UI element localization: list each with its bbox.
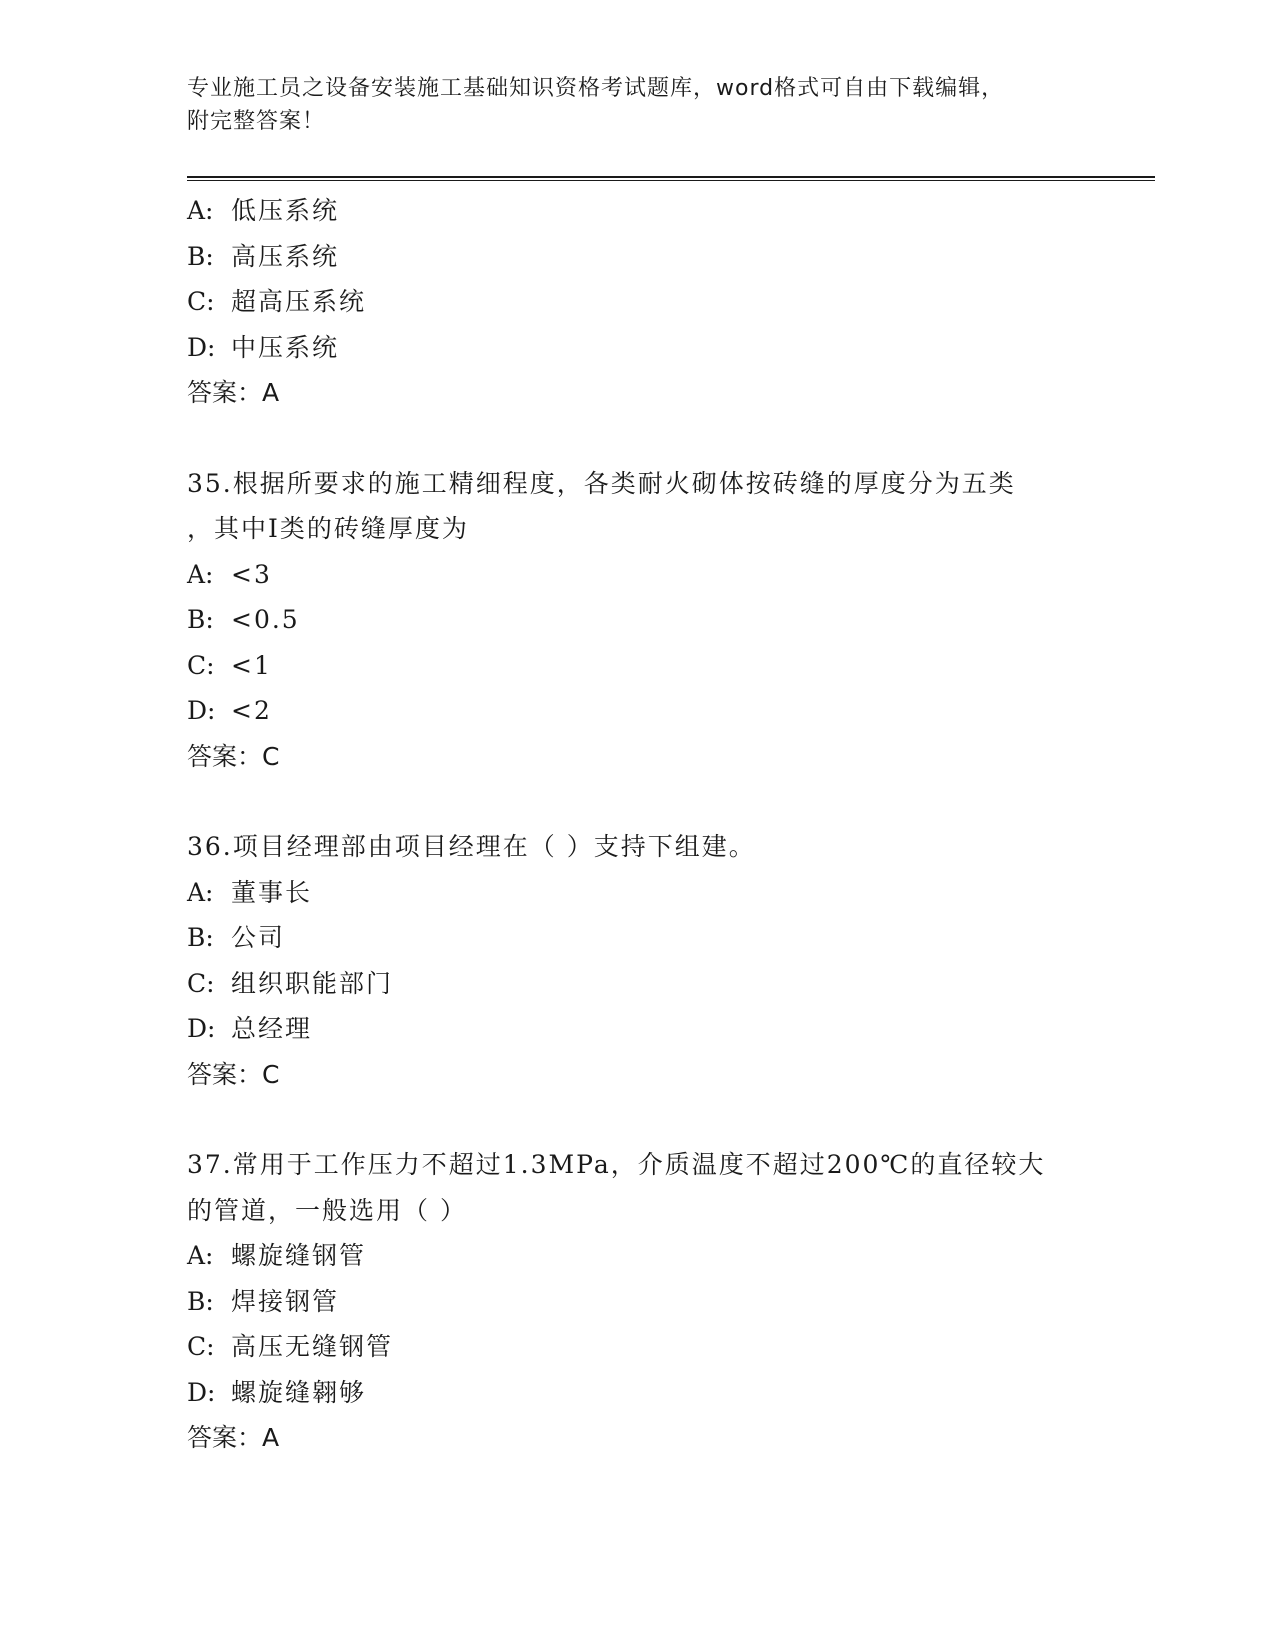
page-header bbox=[187, 72, 1067, 138]
answer-line: 答案：C bbox=[187, 741, 280, 771]
question-block-36 bbox=[187, 824, 1107, 1097]
option-prefix: D: bbox=[187, 1377, 216, 1407]
question-text-line-1: 36.项目经理部由项目经理在（ ）支持下组建。 bbox=[187, 832, 756, 861]
option-prefix: C: bbox=[187, 968, 215, 998]
option-prefix: D: bbox=[187, 1014, 216, 1043]
option-text: <1 bbox=[231, 650, 272, 680]
option-d bbox=[187, 325, 1107, 371]
option-a bbox=[187, 1233, 1107, 1279]
option-d bbox=[187, 1370, 1107, 1416]
option-text: 高压系统 bbox=[231, 241, 340, 271]
question-block-34 bbox=[187, 188, 1107, 416]
question-text-line-1: 37.常用于工作压力不超过1.3MPa，介质温度不超过200℃的直径较大 bbox=[187, 1150, 1046, 1179]
option-a bbox=[187, 188, 1107, 234]
block-spacer bbox=[187, 1097, 1107, 1142]
answer-line: 答案：C bbox=[187, 1059, 280, 1089]
option-c bbox=[187, 961, 1107, 1007]
option-prefix: D: bbox=[187, 332, 216, 362]
question-text-line-1: 35.根据所要求的施工精细程度，各类耐火砌体按砖缝的厚度分为五类 bbox=[187, 468, 1016, 498]
option-prefix: A: bbox=[187, 1241, 214, 1270]
answer-line: 答案：A bbox=[187, 1423, 280, 1452]
block-spacer bbox=[187, 416, 1107, 461]
option-b bbox=[187, 234, 1107, 280]
header-line-2: 附完整答案！ bbox=[187, 109, 326, 134]
question-block-37 bbox=[187, 1142, 1107, 1461]
option-text: <3 bbox=[231, 559, 272, 589]
option-prefix: A: bbox=[187, 559, 214, 589]
option-c bbox=[187, 1324, 1107, 1370]
option-d bbox=[187, 688, 1107, 734]
question-list bbox=[187, 188, 1107, 1461]
option-b bbox=[187, 1279, 1107, 1325]
option-prefix: B: bbox=[187, 241, 214, 271]
option-prefix: C: bbox=[187, 287, 215, 316]
option-prefix: A: bbox=[187, 196, 214, 225]
option-prefix: C: bbox=[187, 1332, 215, 1361]
block-spacer bbox=[187, 779, 1107, 824]
answer-line: 答案：A bbox=[187, 378, 280, 407]
option-c bbox=[187, 279, 1107, 325]
option-text: 中压系统 bbox=[231, 332, 340, 362]
option-text: 螺旋缝翱够 bbox=[231, 1377, 367, 1407]
header-line-1: 专业施工员之设备安装施工基础知识资格考试题库，word格式可自由下载编辑， bbox=[187, 76, 1005, 101]
option-text: 总经理 bbox=[231, 1014, 313, 1043]
option-prefix: D: bbox=[187, 696, 216, 725]
option-a bbox=[187, 870, 1107, 916]
option-prefix: C: bbox=[187, 650, 215, 680]
option-a bbox=[187, 552, 1107, 598]
option-c bbox=[187, 643, 1107, 689]
option-text: 螺旋缝钢管 bbox=[231, 1241, 367, 1270]
option-d bbox=[187, 1006, 1107, 1052]
question-text-line-2: ，其中I类的砖缝厚度为 bbox=[187, 514, 469, 543]
option-prefix: B: bbox=[187, 605, 214, 634]
question-block-35 bbox=[187, 461, 1107, 780]
option-text: 高压无缝钢管 bbox=[231, 1332, 394, 1361]
option-prefix: B: bbox=[187, 923, 214, 952]
option-b bbox=[187, 915, 1107, 961]
option-text: <2 bbox=[231, 696, 272, 725]
option-text: 董事长 bbox=[231, 877, 313, 907]
option-text: 超高压系统 bbox=[231, 287, 367, 316]
question-text-line-2: 的管道，一般选用（ ） bbox=[187, 1195, 467, 1225]
option-prefix: B: bbox=[187, 1286, 214, 1316]
option-text: <0.5 bbox=[231, 605, 300, 634]
option-text: 组织职能部门 bbox=[231, 968, 394, 998]
header-divider bbox=[187, 176, 1155, 181]
option-text: 焊接钢管 bbox=[231, 1286, 340, 1316]
option-text: 低压系统 bbox=[231, 196, 340, 225]
option-prefix: A: bbox=[187, 877, 214, 907]
option-text: 公司 bbox=[231, 923, 286, 952]
option-b bbox=[187, 597, 1107, 643]
